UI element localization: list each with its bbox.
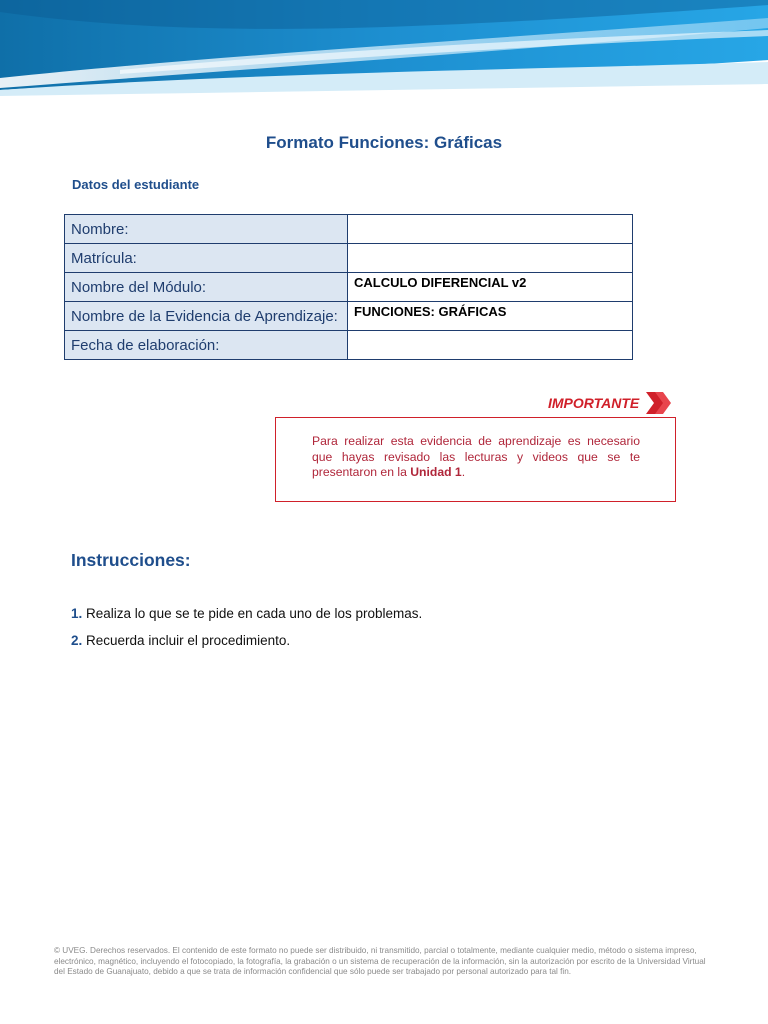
important-notice-box: [275, 417, 676, 502]
important-label: IMPORTANTE: [548, 395, 640, 411]
instructions-heading: Instrucciones:: [71, 550, 191, 570]
student-section-title: Datos del estudiante: [72, 177, 200, 192]
student-data-table: [64, 214, 633, 360]
name-value[interactable]: [348, 215, 633, 244]
important-notice-text: [312, 434, 640, 481]
list-item: [71, 632, 711, 659]
name-label: Nombre:: [65, 215, 348, 244]
notice-text-main: Para realizar esta evidencia de aprendizaje es necesario que hayas revisado las lecturas y videos que se te presentaron en la: [312, 434, 640, 479]
double-chevron-icon: [644, 389, 674, 417]
item-number: 2.: [71, 633, 83, 648]
table-row: [65, 244, 633, 273]
module-label: Nombre del Módulo:: [65, 273, 348, 302]
evidence-label: Nombre de la Evidencia de Aprendizaje:: [65, 302, 348, 331]
copyright-footer: © UVEG. Derechos reservados. El contenido de este formato no puede ser distribuido, ni transmitido, parcial o totalmente, mediante cualquier medio, método o sistema impreso, electrónico, magnético, incluyendo el fotocopiado, la fotografía, la grabación o un sistema de recuperación de la información, sin la autorización por escrito de la Universidad Virtual del Estado de Guanajuato, debido a que se trata de información confidencial que sólo puede ser trabajado por personal autorizado para tal fin.: [54, 946, 706, 977]
instructions-list: [71, 605, 711, 659]
table-row: [65, 215, 633, 244]
module-value[interactable]: CALCULO DIFERENCIAL v2: [348, 273, 633, 302]
notice-text-end: .: [461, 465, 466, 479]
header-banner: [0, 0, 768, 100]
table-row: [65, 273, 633, 302]
enrollment-value[interactable]: [348, 244, 633, 273]
item-text: Recuerda incluir el procedimiento.: [86, 633, 291, 648]
evidence-value[interactable]: FUNCIONES: GRÁFICAS: [348, 302, 633, 331]
date-label: Fecha de elaboración:: [65, 331, 348, 360]
enrollment-label: Matrícula:: [65, 244, 348, 273]
list-item: [71, 605, 711, 632]
table-row: [65, 331, 633, 360]
item-text: Realiza lo que se te pide en cada uno de los problemas.: [86, 606, 423, 621]
document-title: Formato Funciones: Gráficas: [265, 133, 503, 152]
date-value[interactable]: [348, 331, 633, 360]
item-number: 1.: [71, 606, 83, 621]
table-row: [65, 302, 633, 331]
notice-unit-reference: Unidad 1: [410, 465, 462, 479]
